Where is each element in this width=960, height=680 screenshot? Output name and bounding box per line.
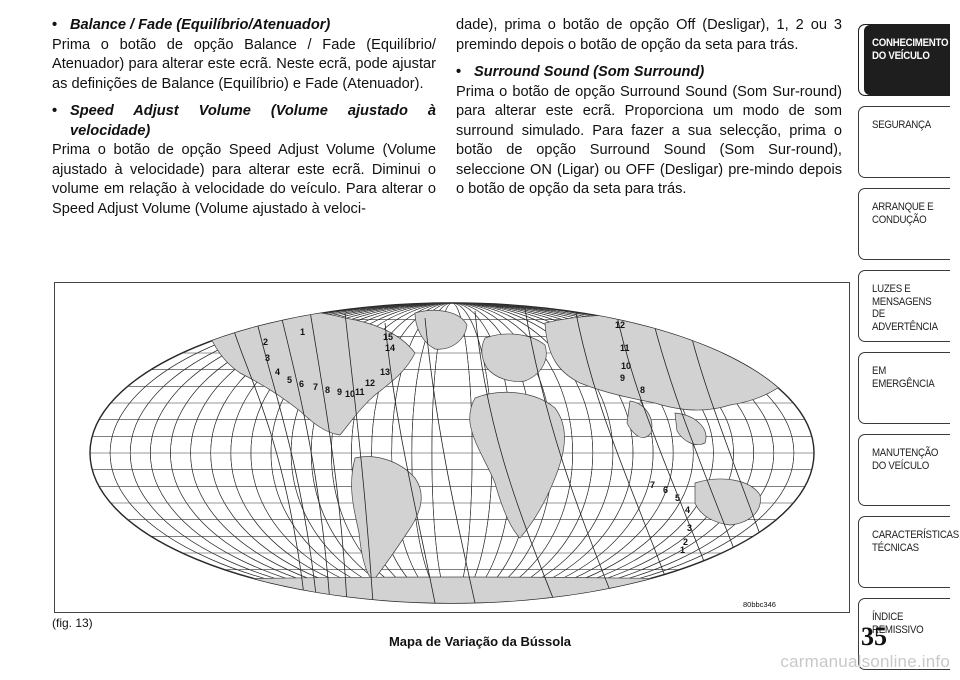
bullet: • (52, 103, 58, 119)
tab-label: SEGURANÇA (872, 119, 931, 131)
zone-label: 1 (680, 545, 686, 555)
zone-label: 3 (265, 353, 271, 363)
left-column (52, 16, 436, 227)
zone-label: 4 (275, 367, 281, 377)
zone-label: 4 (685, 505, 691, 515)
zone-label: 11 (355, 387, 365, 397)
zone-label: 7 (650, 480, 656, 490)
chapter-sidebar (858, 24, 959, 680)
world-map-illustration (55, 283, 849, 612)
zone-label: 10 (345, 389, 356, 399)
tab-caracteristicas[interactable] (858, 516, 959, 588)
tab-arranque[interactable] (858, 188, 950, 260)
paragraph: dade), prima o botão de opção Off (Desligar), 1, 2 ou 3 premindo depois o botão de opção da seta para trás. (456, 17, 842, 53)
bullet: • (52, 17, 58, 33)
heading-text: Surround Sound (Som Surround) (474, 64, 705, 80)
bullet: • (456, 64, 462, 80)
tab-conhecimento[interactable] (858, 24, 950, 96)
compass-variation-map (54, 282, 850, 613)
tab-emergencia[interactable] (858, 352, 950, 424)
zone-label: 2 (263, 337, 269, 347)
paragraph: Prima o botão de opção Balance / Fade (Equilíbrio/ Atenuador) para alterar este ecrã. Neste ecrã, pode ajustar as definições de Balance (Equilíbrio) e Fade (Atenuador). (52, 36, 436, 92)
tab-label: ÍNDICE REMISSIVO (872, 611, 924, 636)
zone-label: 8 (325, 385, 331, 395)
tab-label: CARACTERÍSTICAS TÉCNICAS (872, 529, 959, 554)
tab-manutencao[interactable] (858, 434, 950, 506)
right-column (456, 16, 842, 208)
paragraph: Prima o botão de opção Speed Adjust Volume (Volume ajustado à velocidade) para alterar este ecrã. Diminui o volume em relação à velocidade do veículo. Para alterar o Speed Adjust Volume (Volume ajustado à veloci- (52, 142, 436, 217)
zone-label: 12 (365, 378, 376, 388)
page-number: 35 (861, 622, 887, 651)
zone-label: 13 (380, 367, 391, 377)
zone-label: 2 (683, 537, 689, 547)
zone-label: 5 (675, 493, 681, 503)
zone-label: 10 (621, 361, 632, 371)
zone-label: 7 (313, 382, 319, 392)
heading-speed-adjust (52, 102, 436, 141)
zone-label: 6 (299, 379, 305, 389)
figure-reference: (fig. 13) (52, 616, 93, 630)
zone-label: 14 (385, 343, 396, 353)
heading-text: Speed Adjust Volume (Volume ajustado à velocidade) (70, 103, 436, 139)
zone-label: 12 (615, 320, 626, 330)
heading-text: Balance / Fade (Equilíbrio/Atenuador) (70, 17, 331, 33)
zone-label: 3 (687, 523, 693, 533)
tab-label: EM EMERGÊNCIA (872, 365, 935, 390)
zone-label: 1 (300, 327, 306, 337)
heading-balance-fade (52, 16, 436, 36)
zone-label: 9 (337, 387, 343, 397)
zone-label: 9 (620, 373, 626, 383)
tab-luzes[interactable] (858, 270, 950, 342)
heading-surround (456, 63, 842, 83)
zone-label: 8 (640, 385, 646, 395)
figure-caption: Mapa de Variação da Bússola (388, 634, 572, 649)
tab-seguranca[interactable] (858, 106, 950, 178)
zone-label: 11 (620, 343, 630, 353)
zone-label: 5 (287, 375, 293, 385)
tab-label: CONHECIMENTO DO VEÍCULO (872, 37, 949, 62)
zone-label: 15 (383, 332, 394, 342)
zone-label: 6 (663, 485, 669, 495)
tab-label: MANUTENÇÃO DO VEÍCULO (872, 447, 939, 472)
figure-code: 80bbc346 (743, 600, 776, 609)
tab-label: LUZES E MENSAGENS DE ADVERTÊNCIA (872, 283, 938, 333)
tab-label: ARRANQUE E CONDUÇÃO (872, 201, 934, 226)
paragraph: Prima o botão de opção Surround Sound (Som Sur-round) para alterar este ecrã. Proporciona um modo de som surround simulado. Para fazer a sua selecção, prima o botão de opção Surround Sound (Som Sur-round), seleccione ON (Ligar) ou OFF (Desligar) pre-mindo depois o botão de opção da seta para trás. (456, 83, 842, 197)
watermark: carmanualsonline.info (780, 652, 950, 671)
